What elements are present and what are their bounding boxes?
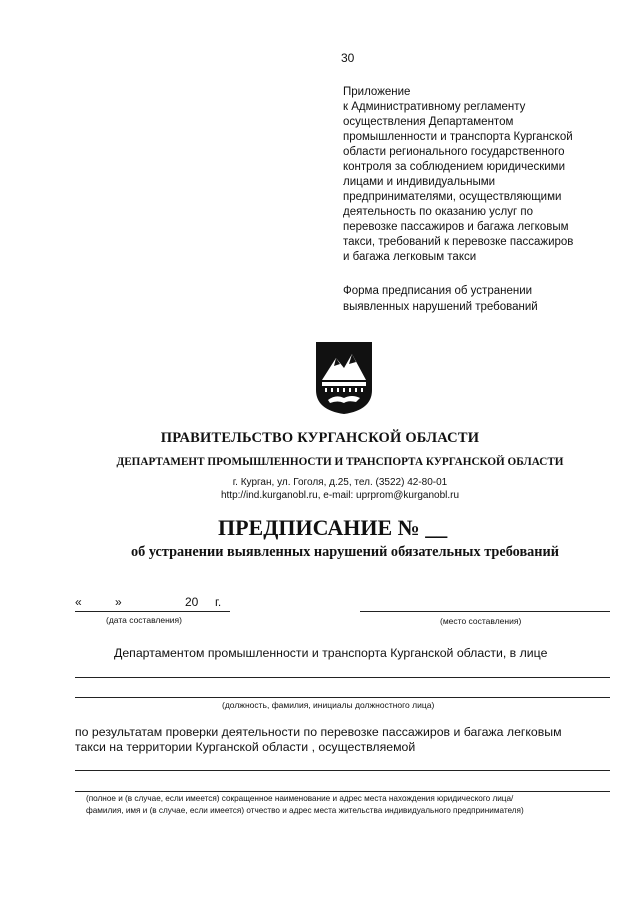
appendix-line: предпринимателями, осуществляющими	[343, 191, 562, 203]
appendix-line: Приложение	[343, 86, 411, 98]
contact-line: http://ind.kurganobl.ru, e-mail: uprprom@kurganobl.ru	[220, 490, 460, 501]
form-note-line: выявленных нарушений требований	[343, 301, 538, 313]
entity-blank-1	[75, 770, 610, 771]
appendix-line: контроля за соблюдением юридическими	[343, 161, 566, 173]
appendix-block	[343, 85, 623, 265]
appendix-line: и багажа легковым такси	[343, 251, 477, 263]
entity-blank-2	[75, 791, 610, 792]
document-title: ПРЕДПИСАНИЕ № __	[218, 515, 448, 540]
official-blank-2	[75, 697, 610, 698]
document-subtitle: об устранении выявленных нарушений обязательных требований	[130, 544, 560, 560]
appendix-line: деятельность по оказанию услуг по	[343, 206, 534, 218]
department-line: Департаментом промышленности и транспорта Курганской области, в лице	[114, 646, 548, 660]
inspection-line-2: такси на территории Курганской области , осуществляемой	[75, 740, 416, 754]
appendix-line: области регионального государственного	[343, 146, 565, 158]
place-underline	[360, 611, 610, 612]
appendix-line: перевозке пассажиров и багажа легковым	[343, 221, 569, 233]
year-prefix: 20	[185, 595, 199, 609]
coat-of-arms-icon	[312, 340, 376, 416]
open-quote: «	[75, 595, 82, 609]
date-field	[75, 595, 245, 615]
form-note-line: Форма предписания об устранении	[343, 285, 533, 297]
appendix-line: промышленности и транспорта Курганской	[343, 131, 573, 143]
appendix-line: осуществления Департаментом	[343, 116, 514, 128]
department-title: ДЕПАРТАМЕНТ ПРОМЫШЛЕННОСТИ И ТРАНСПОРТА КУРГАНСКОЙ ОБЛАСТИ	[116, 456, 564, 468]
place-label: (место составления)	[440, 616, 522, 626]
official-blank-1	[75, 677, 610, 678]
department-address	[180, 476, 500, 502]
page-number: 30	[341, 51, 355, 65]
form-note	[343, 283, 623, 315]
entity-label-2: фамилия, имя и (в случае, если имеется) отчество и адрес места жительства индивидуального предпринимателя)	[86, 806, 524, 815]
address-line: г. Курган, ул. Гоголя, д.25, тел. (3522) 42-80-01	[232, 477, 448, 488]
inspection-line-1: по результатам проверки деятельности по перевозке пассажиров и багажа легковым	[75, 725, 562, 739]
date-underline	[75, 611, 230, 612]
year-suffix: г.	[215, 595, 222, 609]
appendix-line: лицами и индивидуальными	[343, 176, 496, 188]
date-label: (дата составления)	[106, 615, 182, 625]
appendix-line: такси, требований к перевозке пассажиров	[343, 236, 574, 248]
official-label: (должность, фамилия, инициалы должностного лица)	[222, 700, 435, 710]
entity-label-1: (полное и (в случае, если имеется) сокращенное наименование и адрес места нахождения юридического лица/	[86, 794, 514, 803]
appendix-line: к Административному регламенту	[343, 101, 526, 113]
close-quote: »	[115, 595, 122, 609]
government-title: ПРАВИТЕЛЬСТВО КУРГАНСКОЙ ОБЛАСТИ	[160, 430, 480, 446]
